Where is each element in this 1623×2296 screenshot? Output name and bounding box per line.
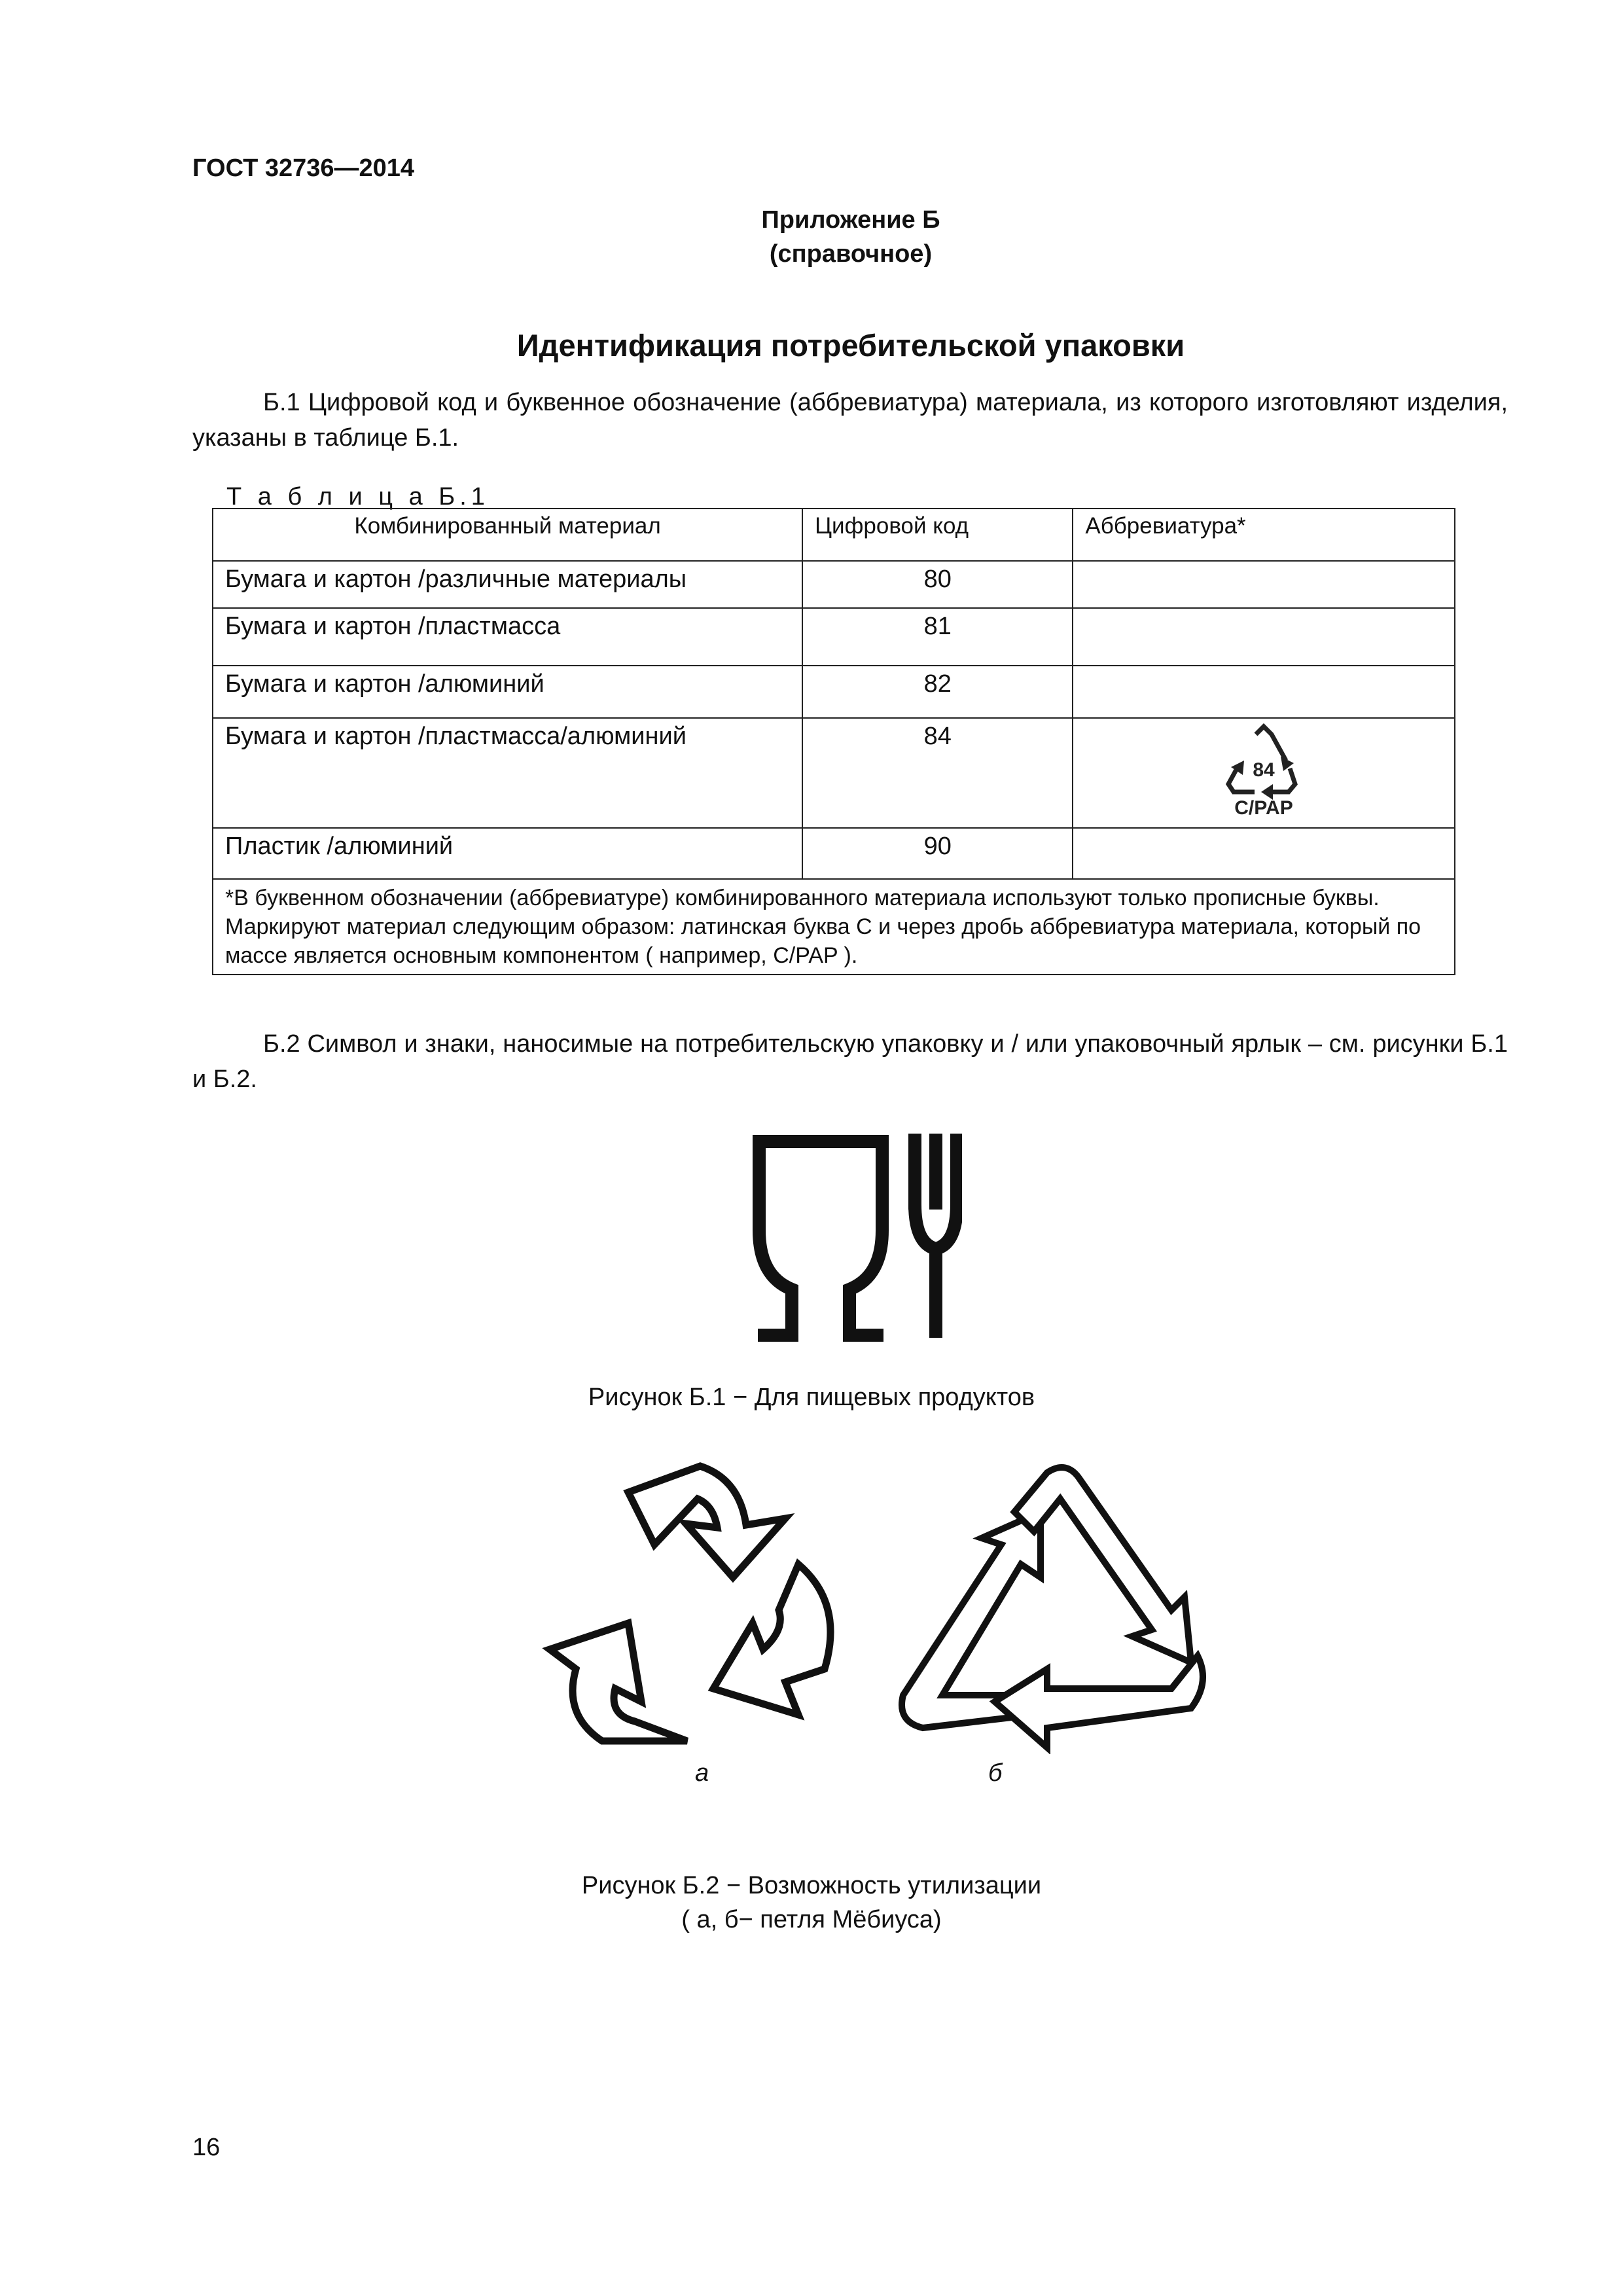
- cell-code: 80: [802, 561, 1073, 608]
- paragraph-b2-text: Б.2 Символ и знаки, наносимые на потребительскую упаковку и / или упаковочный ярлык – см. рисунки Б.1 и Б.2.: [192, 1030, 1508, 1093]
- figure2-label-b: б: [988, 1759, 1003, 1787]
- page-number: 16: [192, 2134, 221, 2161]
- footnote-row: [213, 879, 1455, 975]
- annex-type: (справочное): [769, 240, 933, 268]
- figure2-subcaption: ( а, б− петля Мёбиуса): [681, 1906, 942, 1933]
- recycle-arrows-icon: [537, 1453, 864, 1754]
- paragraph-b2: [192, 1026, 1508, 1097]
- cell-abbr-symbol: [1073, 718, 1455, 828]
- cell-material: Бумага и картон /пластмасса: [213, 608, 802, 666]
- figure2-label-a: а: [695, 1759, 709, 1787]
- cell-code: 81: [802, 608, 1073, 666]
- table-row: [213, 718, 1455, 828]
- recycle-triangle-84-icon: [1218, 721, 1310, 818]
- paragraph-b1: [192, 385, 1508, 456]
- cell-abbr: [1073, 666, 1455, 718]
- materials-table: [212, 508, 1455, 975]
- annex-label: Приложение Б: [761, 206, 940, 234]
- table-row: [213, 828, 1455, 879]
- table-header-row: [213, 509, 1455, 561]
- cell-code: 90: [802, 828, 1073, 879]
- header-code: Цифровой код: [802, 509, 1073, 561]
- symbol-number: 84: [1253, 759, 1275, 781]
- table-row: [213, 608, 1455, 666]
- figure2-caption: Рисунок Б.2 − Возможность утилизации: [581, 1872, 1042, 1899]
- table-row: [213, 561, 1455, 608]
- cell-material: Пластик /алюминий: [213, 828, 802, 879]
- cell-abbr: [1073, 608, 1455, 666]
- cell-code: 82: [802, 666, 1073, 718]
- cell-abbr: [1073, 828, 1455, 879]
- cell-material: Бумага и картон /пластмасса/алюминий: [213, 718, 802, 828]
- cell-code: 84: [802, 718, 1073, 828]
- cell-material: Бумага и картон /алюминий: [213, 666, 802, 718]
- annex-heading: [753, 203, 949, 271]
- figure1-caption: Рисунок Б.1 − Для пищевых продуктов: [588, 1384, 1035, 1411]
- table-caption: Т а б л и ц а Б.1: [226, 483, 490, 511]
- mobius-loop-icon: [883, 1453, 1217, 1754]
- cell-material: Бумага и картон /различные материалы: [213, 561, 802, 608]
- table-footnote: *В буквенном обозначении (аббревиатуре) комбинированного материала используют только прописные буквы. Маркируют материал следующим образом: латинская буква С и через дробь аббревиатура материала, который по массе является основным компонентом ( например, C/PAP ).: [213, 879, 1455, 975]
- table-row: [213, 666, 1455, 718]
- standard-header: ГОСТ 32736—2014: [192, 154, 415, 182]
- header-abbr: Аббревиатура*: [1073, 509, 1455, 561]
- paragraph-b1-text: Б.1 Цифровой код и буквенное обозначение (аббревиатура) материала, из которого изготовляют изделия, указаны в таблице Б.1.: [192, 389, 1508, 452]
- cell-abbr: [1073, 561, 1455, 608]
- header-material: Комбинированный материал: [213, 509, 802, 561]
- symbol-abbr: C/PAP: [1234, 797, 1293, 818]
- glass-fork-icon: [740, 1132, 962, 1342]
- page-title: Идентификация потребительской упаковки: [516, 328, 1185, 363]
